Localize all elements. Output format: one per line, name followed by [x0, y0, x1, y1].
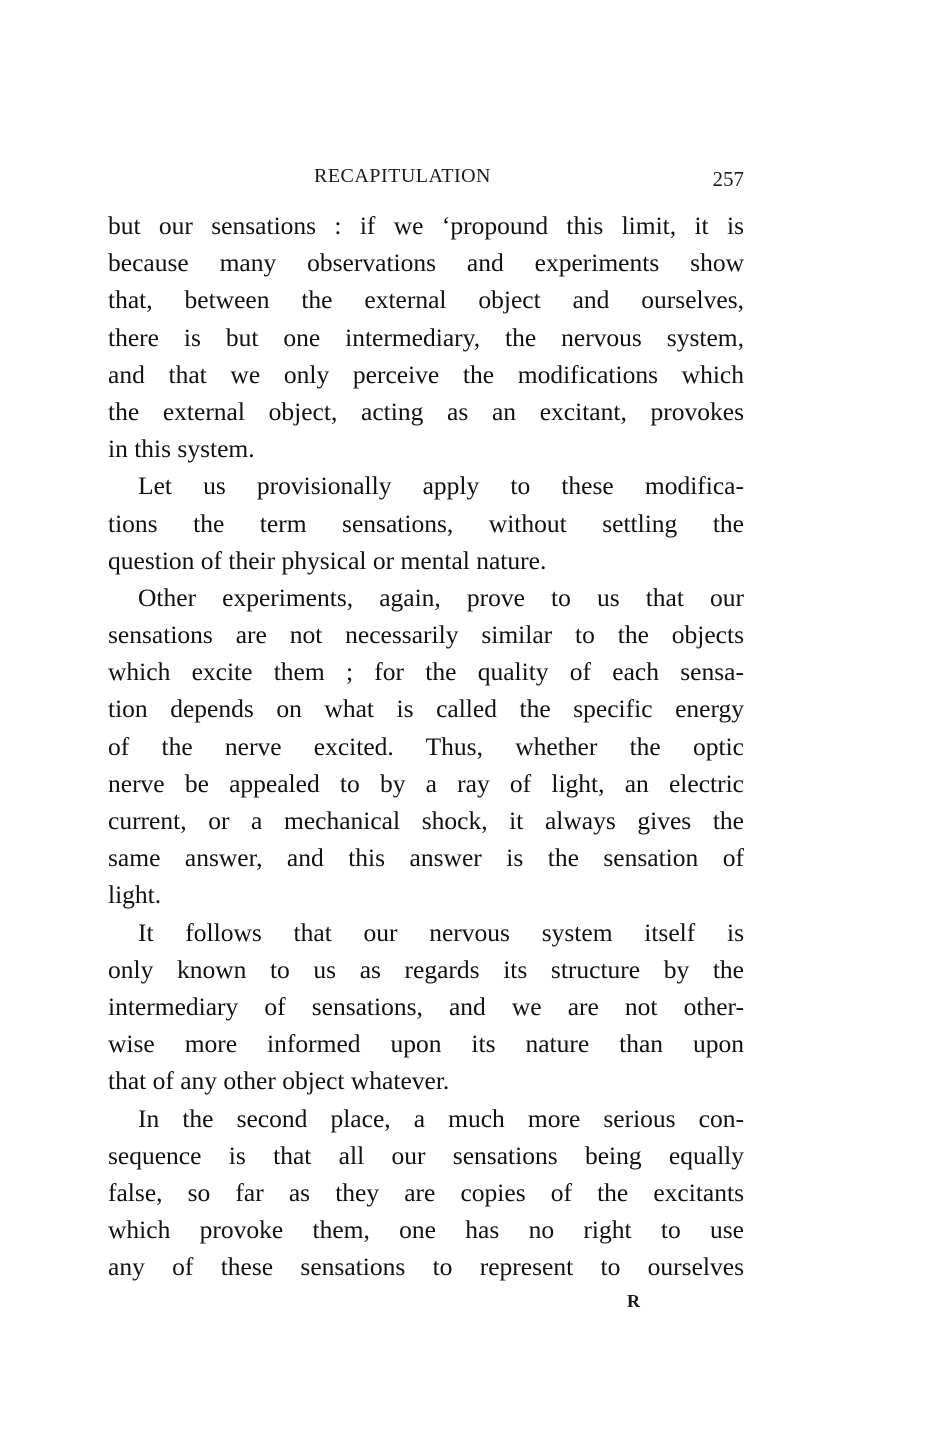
text-line: tions the term sensations, without settling the: [108, 508, 744, 538]
text-line: that of any other object whatever.: [108, 1066, 450, 1096]
text-line: same answer, and this answer is the sensation of: [108, 843, 744, 873]
paragraph-3: [108, 579, 744, 914]
text-line: and that we only perceive the modifications which: [108, 359, 744, 389]
text-line: light.: [108, 880, 162, 910]
paragraph-5: [108, 1100, 744, 1286]
text-line: there is but one intermediary, the nervous system,: [108, 322, 744, 352]
running-head: [108, 163, 744, 193]
text-line: which provoke them, one has no right to use: [108, 1215, 744, 1245]
text-line: tion depends on what is called the specific energy: [108, 694, 744, 724]
text-line: only known to us as regards its structure by the: [108, 954, 744, 984]
paragraph-2: [108, 467, 744, 579]
text-line: false, so far as they are copies of the excitants: [108, 1177, 744, 1207]
text-line: but our sensations : if we ‘propound this limit, it is: [108, 211, 744, 240]
text-line: wise more informed upon its nature than upon: [108, 1029, 744, 1059]
text-line: current, or a mechanical shock, it always gives the: [108, 806, 744, 835]
paragraph-1: [108, 207, 744, 467]
text-line: Let us provisionally apply to these modifica-: [138, 471, 744, 501]
paragraph-4: [108, 914, 744, 1100]
text-line: It follows that our nervous system itself is: [138, 917, 744, 947]
text-line: of the nerve excited. Thus, whether the optic: [108, 731, 744, 761]
text-line: sensations are not necessarily similar to the objects: [108, 620, 744, 650]
text-line: the external object, acting as an excitant, provokes: [108, 396, 744, 426]
text-line: because many observations and experiments show: [108, 248, 744, 278]
text-line: nerve be appealed to by a ray of light, an electric: [108, 768, 744, 798]
signature-mark: R: [627, 1291, 640, 1311]
body-text: [108, 207, 744, 1285]
text-line: which excite them ; for the quality of each sensa-: [108, 657, 744, 687]
running-title: RECAPITULATION: [314, 165, 491, 187]
text-line: intermediary of sensations, and we are not other-: [108, 991, 744, 1021]
text-line: that, between the external object and ourselves,: [108, 285, 744, 315]
text-line: any of these sensations to represent to ourselves: [108, 1252, 744, 1282]
text-line: sequence is that all our sensations being equally: [108, 1140, 744, 1170]
text-line: In the second place, a much more serious con-: [138, 1103, 744, 1133]
text-line: Other experiments, again, prove to us that our: [138, 582, 744, 612]
page-number: 257: [712, 167, 744, 191]
text-line: in this system.: [108, 434, 255, 464]
text-line: question of their physical or mental nature.: [108, 545, 547, 575]
